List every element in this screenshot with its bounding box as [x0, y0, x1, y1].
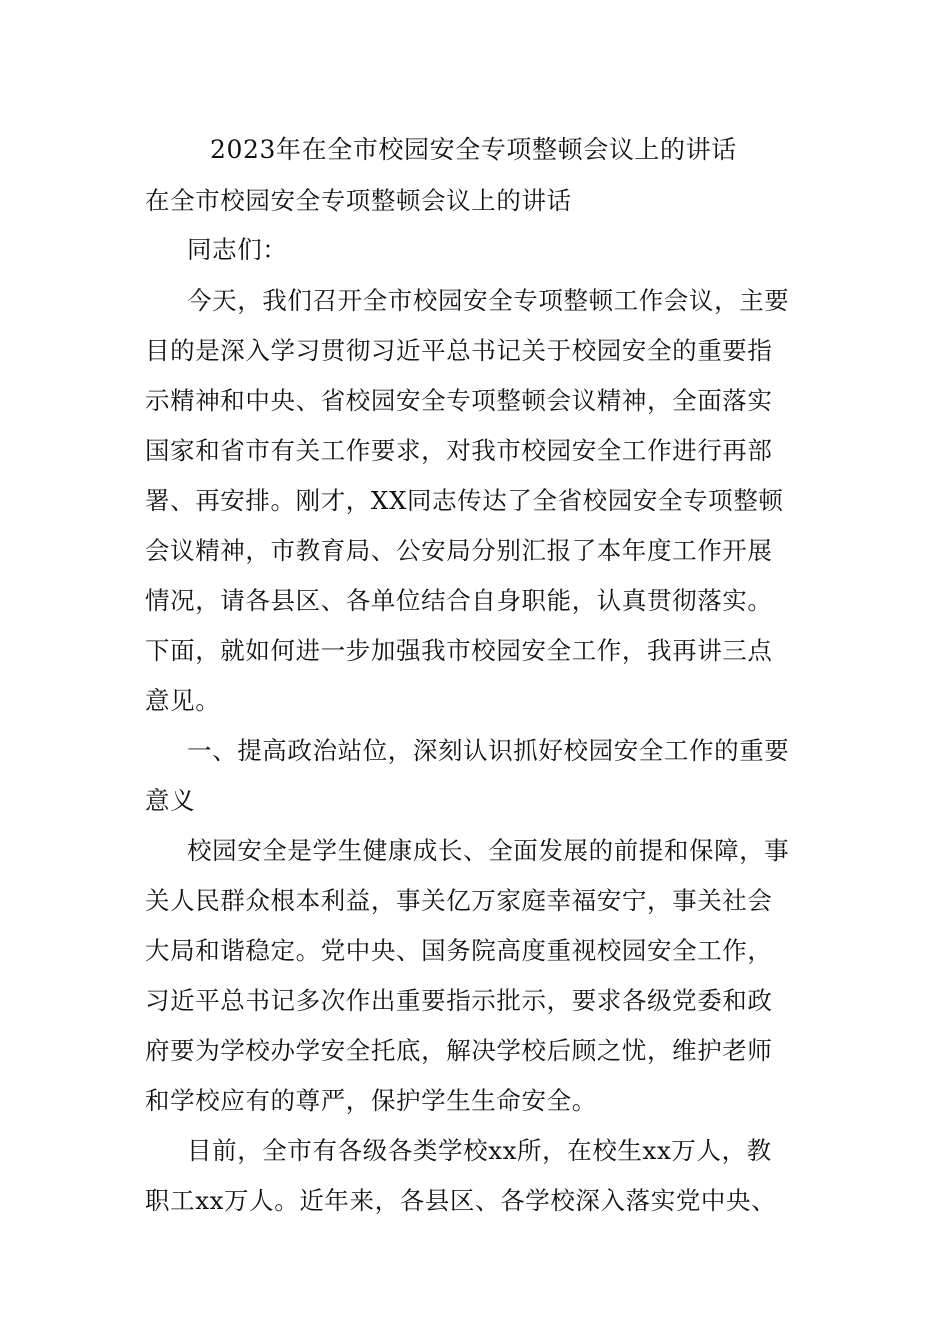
paragraph-line: 目前，全市有各级各类学校xx所，在校生xx万人，教	[187, 1136, 772, 1165]
paragraph-line: 府要为学校办学安全托底，解决学校后顾之忧，维护老师	[145, 1036, 773, 1065]
paragraph-line: 校园安全是学生健康成长、全面发展的前提和保障，事	[187, 836, 790, 865]
document-title: 2023年在全市校园安全专项整顿会议上的讲话	[210, 135, 737, 164]
paragraph-line: 意见。	[145, 686, 221, 715]
paragraph-line: 大局和谐稳定。党中央、国务院高度重视校园安全工作，	[145, 936, 773, 965]
salutation: 同志们：	[187, 235, 288, 264]
paragraph-line: 情况，请各县区、各单位结合自身职能，认真贯彻落实。	[145, 586, 773, 615]
paragraph-line: 今天，我们召开全市校园安全专项整顿工作会议，主要	[187, 286, 790, 315]
paragraph-line: 和学校应有的尊严，保护学生生命安全。	[145, 1086, 597, 1115]
paragraph-line: 关人民群众根本利益，事关亿万家庭幸福安宁，事关社会	[145, 886, 773, 915]
paragraph-line: 示精神和中央、省校园安全专项整顿会议精神，全面落实	[145, 386, 773, 415]
paragraph-line: 下面，就如何进一步加强我市校园安全工作，我再讲三点	[145, 636, 773, 665]
paragraph-line: 署、再安排。刚才，XX同志传达了全省校园安全专项整顿	[145, 486, 784, 515]
document-subtitle: 在全市校园安全专项整顿会议上的讲话	[145, 186, 572, 215]
paragraph-line: 国家和省市有关工作要求，对我市校园安全工作进行再部	[145, 436, 773, 465]
paragraph-line: 目的是深入学习贯彻习近平总书记关于校园安全的重要指	[145, 336, 773, 365]
paragraph-line: 习近平总书记多次作出重要指示批示，要求各级党委和政	[145, 986, 773, 1015]
section-heading: 一、提高政治站位，深刻认识抓好校园安全工作的重要	[187, 736, 790, 765]
section-heading: 意义	[145, 786, 196, 815]
paragraph-line: 职工xx万人。近年来，各县区、各学校深入落实党中央、	[145, 1186, 777, 1215]
paragraph-line: 会议精神，市教育局、公安局分别汇报了本年度工作开展	[145, 536, 773, 565]
